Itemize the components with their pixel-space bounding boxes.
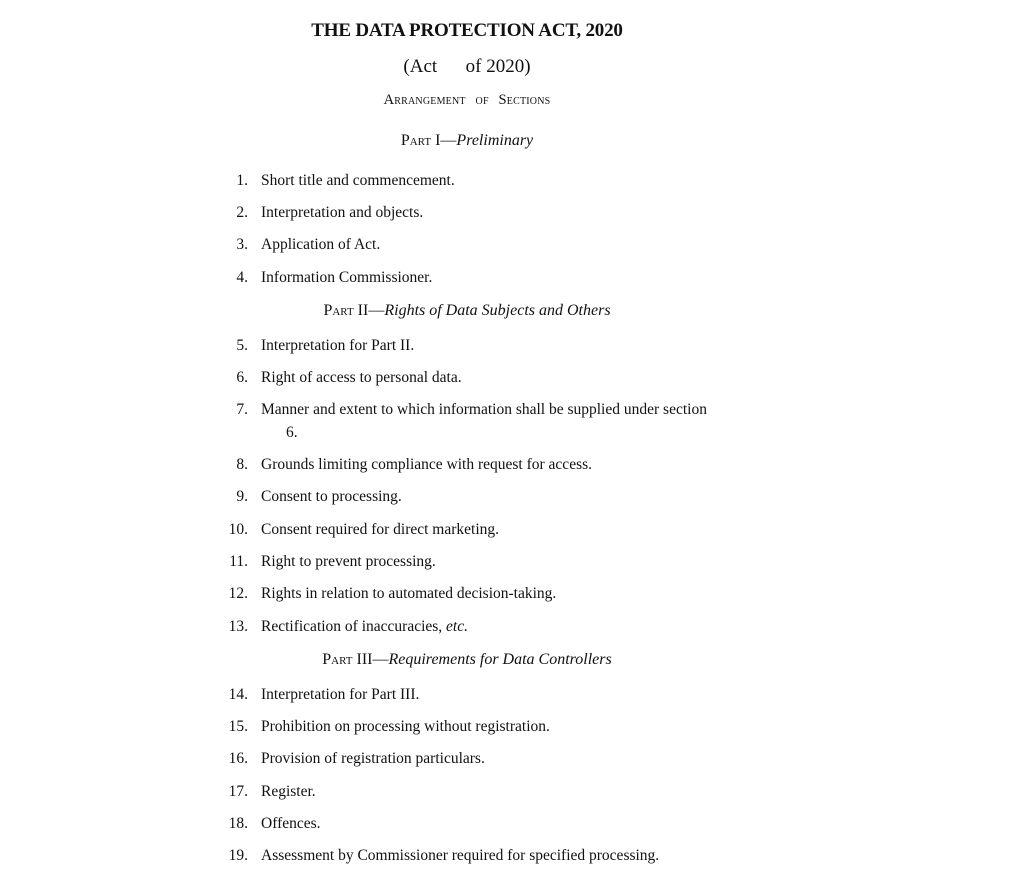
- section-title: Manner and extent to which information shall be supplied under section: [261, 401, 707, 418]
- part-label: Part II: [323, 302, 369, 319]
- section-number: 11.: [229, 553, 248, 570]
- part-heading-3: [0, 651, 934, 669]
- part-label: Part I: [400, 132, 441, 149]
- section-item-8: [200, 453, 760, 476]
- section-item-4: [200, 266, 760, 289]
- section-item-17: [200, 780, 760, 803]
- section-title: Rectification of inaccuracies,: [261, 618, 443, 635]
- section-item-16: [200, 747, 760, 770]
- document-title: THE DATA PROTECTION ACT, 2020: [311, 20, 623, 41]
- part-name: Preliminary: [456, 132, 534, 149]
- section-number: 19.: [228, 847, 248, 864]
- section-number: 6.: [236, 369, 248, 386]
- section-item-15: [200, 715, 760, 738]
- section-number: 8.: [236, 456, 248, 473]
- section-item-19: [200, 844, 760, 867]
- section-item-7: [200, 398, 760, 444]
- part-name: Requirements for Data Controllers: [388, 651, 612, 668]
- section-number: 10.: [228, 521, 248, 538]
- section-title: Prohibition on processing without registration.: [261, 718, 550, 735]
- part-dash: —: [440, 132, 457, 149]
- section-number: 18.: [228, 815, 248, 832]
- section-title: Application of Act.: [261, 236, 381, 253]
- section-number: 3.: [236, 236, 248, 253]
- section-title: Register.: [261, 783, 316, 800]
- section-item-12: [200, 582, 760, 605]
- section-item-2: [200, 201, 760, 224]
- section-number: 13.: [228, 618, 248, 635]
- document-subtitle: (Act of 2020): [403, 56, 531, 77]
- section-number: 7.: [236, 401, 248, 418]
- section-item-6: [200, 366, 760, 389]
- section-number: 15.: [228, 718, 248, 735]
- section-title-tail: etc.: [446, 618, 468, 635]
- section-item-5: [200, 334, 760, 357]
- part-heading-2: [0, 302, 934, 320]
- section-item-18: [200, 812, 760, 835]
- section-number: 1.: [236, 172, 248, 189]
- section-title: Right to prevent processing.: [261, 553, 436, 570]
- section-item-9: [200, 485, 760, 508]
- section-number: 4.: [236, 269, 248, 286]
- part-name: Rights of Data Subjects and Others: [384, 302, 611, 319]
- section-title: Information Commissioner.: [261, 269, 433, 286]
- section-title: Interpretation and objects.: [261, 204, 424, 221]
- section-number: 16.: [228, 750, 248, 767]
- section-title: Assessment by Commissioner required for specified processing.: [261, 847, 660, 864]
- section-title: Short title and commencement.: [261, 172, 455, 189]
- section-item-1: [200, 169, 760, 192]
- section-title: Interpretation for Part III.: [261, 686, 420, 703]
- section-item-14: [200, 683, 760, 706]
- section-title: Offences.: [261, 815, 321, 832]
- part-label: Part III: [322, 651, 373, 668]
- section-number: 12.: [228, 585, 248, 602]
- section-title: Consent required for direct marketing.: [261, 521, 500, 538]
- section-number: 17.: [228, 783, 248, 800]
- part-dash: —: [368, 302, 385, 319]
- section-title-continuation: 6.: [286, 424, 298, 441]
- section-title: Provision of registration particulars.: [261, 750, 485, 767]
- section-title: Grounds limiting compliance with request for access.: [261, 456, 593, 473]
- section-item-13: [200, 615, 760, 638]
- part-dash: —: [372, 651, 389, 668]
- section-item-3: [200, 233, 760, 256]
- part-heading-1: [0, 132, 934, 150]
- section-title: Consent to processing.: [261, 488, 402, 505]
- section-number: 9.: [236, 488, 248, 505]
- section-number: 14.: [228, 686, 248, 703]
- section-number: 2.: [236, 204, 248, 221]
- section-number: 5.: [236, 337, 248, 354]
- section-title: Right of access to personal data.: [261, 369, 462, 386]
- section-title: Interpretation for Part II.: [261, 337, 415, 354]
- section-title: Rights in relation to automated decision-taking.: [261, 585, 557, 602]
- arrangement-heading: Arrangement of Sections: [383, 92, 551, 108]
- section-item-10: [200, 518, 760, 541]
- section-item-11: [200, 550, 760, 573]
